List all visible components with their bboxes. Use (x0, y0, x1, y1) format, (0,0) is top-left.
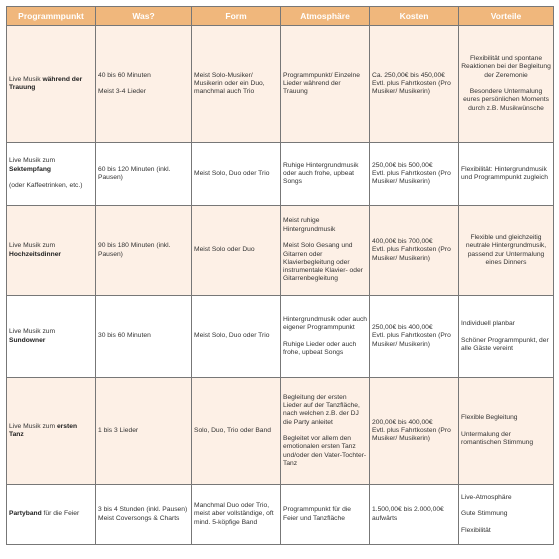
cell-atmosphaere: Programmpunkt für die Feier und Tanzfläche (281, 485, 370, 545)
cell-atmosphaere: Programmpunkt/ Einzelne Lieder während der Trauung (281, 26, 370, 143)
table-row (7, 378, 554, 485)
cell-form: Meist Solo oder Duo (192, 206, 281, 296)
cell-was: 90 bis 180 Minuten (inkl. Pausen) (96, 206, 192, 296)
cell-was: 30 bis 60 Minuten (96, 296, 192, 378)
table-row (7, 26, 554, 143)
cell-form: Meist Solo, Duo oder Trio (192, 296, 281, 378)
cell-form: Solo, Duo, Trio oder Band (192, 378, 281, 485)
cell-programmpunkt: Live Musik zum ersten Tanz (7, 378, 96, 485)
header-row (7, 7, 554, 26)
cell-atmosphaere: Hintergrundmusik oder auch eigener Programmpunkt Ruhige Lieder oder auch frohe, upbeat Songs (281, 296, 370, 378)
header-form: Form (192, 7, 281, 26)
header-kosten: Kosten (370, 7, 459, 26)
cell-was: 40 bis 60 Minuten Meist 3-4 Lieder (96, 26, 192, 143)
cell-kosten: 1.500,00€ bis 2.000,00€ aufwärts (370, 485, 459, 545)
cell-atmosphaere: Begleitung der ersten Lieder auf der Tanzfläche, nach welchen z.B. der DJ die Party anleitet Begleitet vor allem den emotionalen ersten Tanz und/oder den Vater-Tochter-Tanz (281, 378, 370, 485)
cell-was: 60 bis 120 Minuten (inkl. Pausen) (96, 143, 192, 206)
comparison-table (6, 6, 554, 545)
cell-atmosphaere: Ruhige Hintergrundmusik oder auch frohe, upbeat Songs (281, 143, 370, 206)
cell-kosten: 400,00€ bis 700,00€ Evtl. plus Fahrtkosten (Pro Musiker/ Musikerin) (370, 206, 459, 296)
cell-form: Manchmal Duo oder Trio, meist aber vollständige, oft mind. 5-köpfige Band (192, 485, 281, 545)
cell-programmpunkt: Live Musik zum Hochzeitsdinner (7, 206, 96, 296)
cell-atmosphaere: Meist ruhige Hintergrundmusik Meist Solo Gesang und Gitarren oder Klavierbegleitung oder instrumentale Klavier- oder Gitarrenbegleitung (281, 206, 370, 296)
table-row (7, 296, 554, 378)
cell-programmpunkt: Live Musik während der Trauung (7, 26, 96, 143)
table-row (7, 206, 554, 296)
cell-vorteile: Live-Atmosphäre Gute Stimmung Flexibilität (459, 485, 554, 545)
cell-vorteile: Flexible und gleichzeitig neutrale Hintergrundmusik, passend zur Untermalung eines Dinners (459, 206, 554, 296)
cell-kosten: Ca. 250,00€ bis 450,00€ Evtl. plus Fahrtkosten (Pro Musiker/ Musikerin) (370, 26, 459, 143)
header-programmpunkt: Programmpunkt (7, 7, 96, 26)
cell-was: 1 bis 3 Lieder (96, 378, 192, 485)
cell-programmpunkt: Live Musik zum Sektempfang (oder Kaffeetrinken, etc.) (7, 143, 96, 206)
table-row (7, 143, 554, 206)
cell-vorteile: Flexibilität und spontane Reaktionen bei der Begleitung der Zeremonie Besondere Untermalung eures persönlichen Moments durch z.B. Musikwünsche (459, 26, 554, 143)
cell-was: 3 bis 4 Stunden (inkl. Pausen) Meist Coversongs & Charts (96, 485, 192, 545)
header-vorteile: Vorteile (459, 7, 554, 26)
cell-vorteile: Flexible Begleitung Untermalung der romantischen Stimmung (459, 378, 554, 485)
cell-programmpunkt: Partyband für die Feier (7, 485, 96, 545)
table-row (7, 485, 554, 545)
cell-form: Meist Solo, Duo oder Trio (192, 143, 281, 206)
header-atmosphaere: Atmosphäre (281, 7, 370, 26)
page (6, 6, 553, 545)
header-was: Was? (96, 7, 192, 26)
cell-kosten: 200,00€ bis 400,00€ Evtl. plus Fahrtkosten (Pro Musiker/ Musikerin) (370, 378, 459, 485)
cell-programmpunkt: Live Musik zum Sundowner (7, 296, 96, 378)
cell-kosten: 250,00€ bis 500,00€ Evtl. plus Fahrtkosten (Pro Musiker/ Musikerin) (370, 143, 459, 206)
cell-kosten: 250,00€ bis 400,00€ Evtl. plus Fahrtkosten (Pro Musiker/ Musikerin) (370, 296, 459, 378)
cell-vorteile: Flexibilität: Hintergrundmusik und Programmpunkt zugleich (459, 143, 554, 206)
cell-vorteile: Individuell planbar Schöner Programmpunkt, der alle Gäste vereint (459, 296, 554, 378)
cell-form: Meist Solo-Musiker/ Musikerin oder ein Duo, manchmal auch Trio (192, 26, 281, 143)
